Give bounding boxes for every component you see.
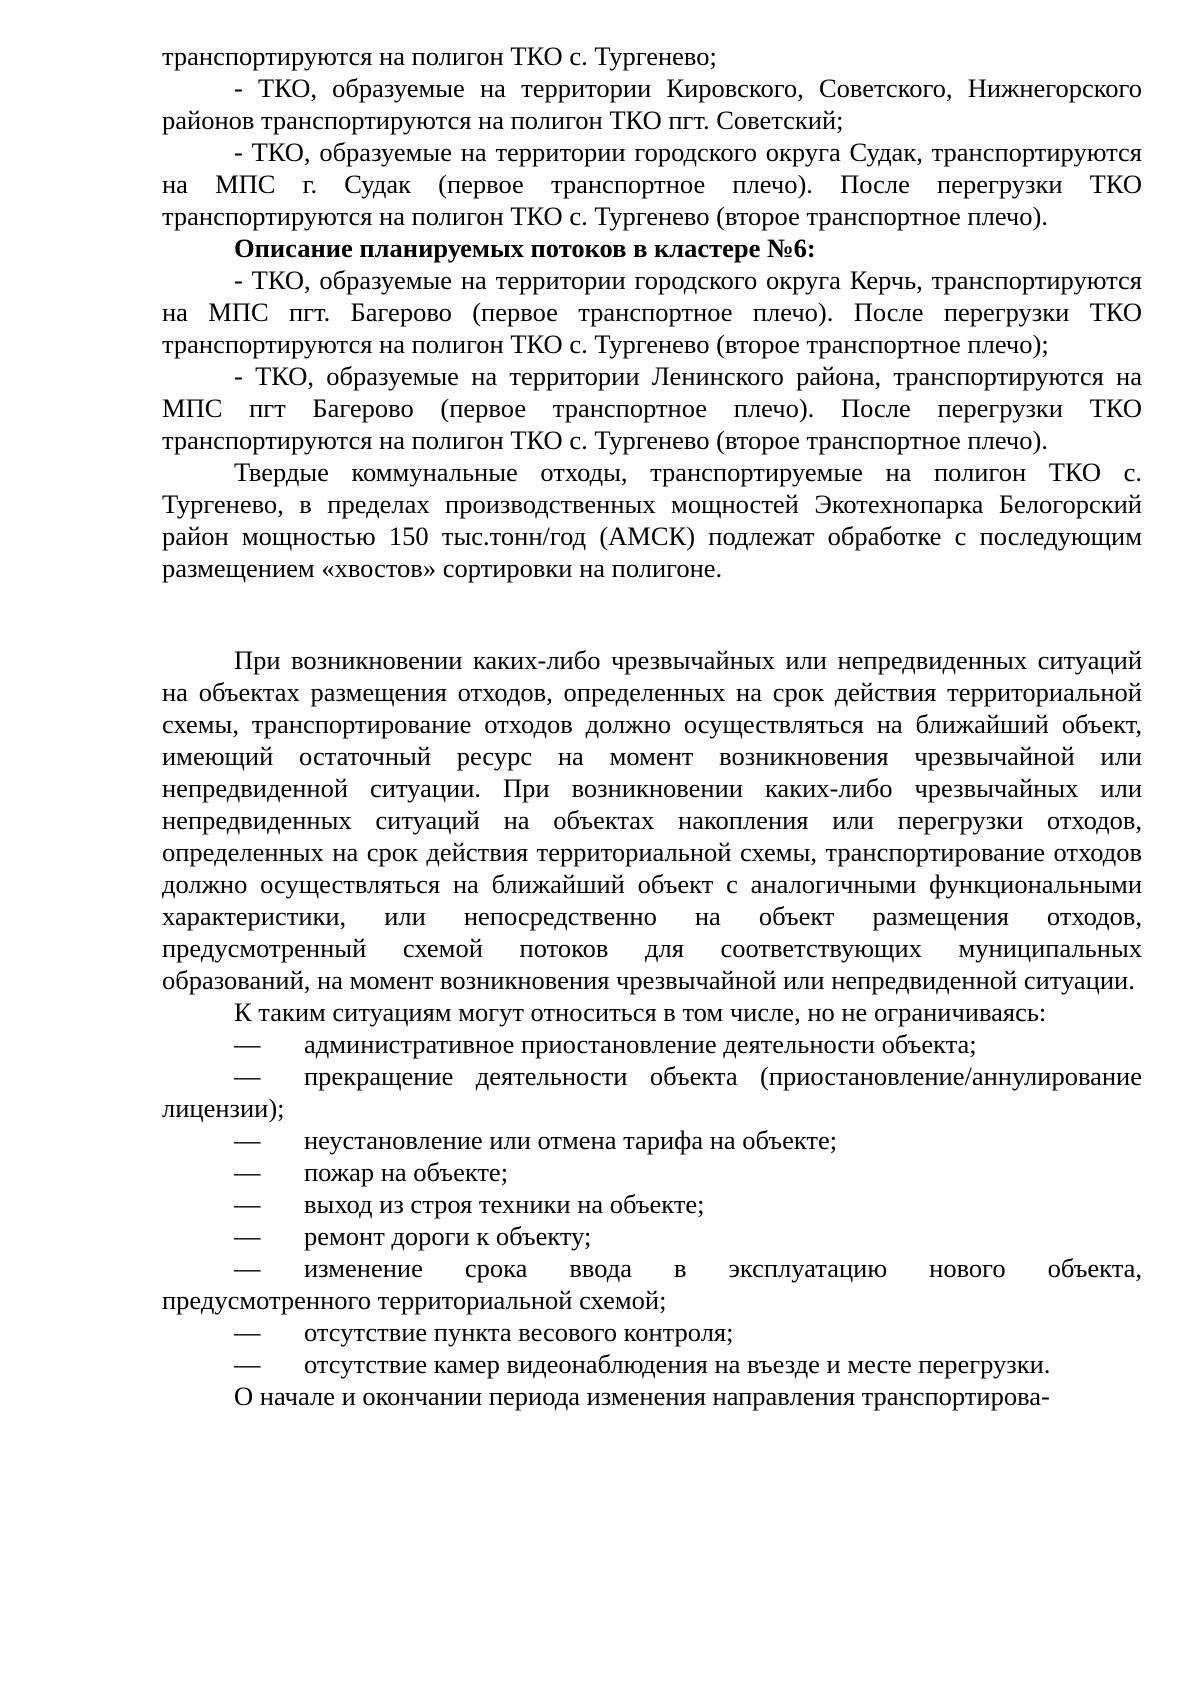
- paragraph-continuation: транспортируются на полигон ТКО с. Тургенево;: [162, 41, 717, 71]
- list-item: [162, 1156, 1142, 1188]
- list-item-text: неустановление или отмена тарифа на объекте;: [304, 1125, 838, 1155]
- dash-bullet: —: [234, 1317, 261, 1347]
- section-heading-cluster-6: Описание планируемых потоков в кластере №6:: [234, 233, 816, 263]
- list-item-text: выход из строя техники на объекте;: [304, 1189, 705, 1219]
- list-item: [162, 1348, 1142, 1380]
- list-item: [162, 1188, 1142, 1220]
- dash-bullet: —: [234, 1349, 261, 1379]
- list-item: [162, 1252, 1142, 1316]
- paragraph-gap: [162, 584, 1142, 644]
- paragraph-kerch: - ТКО, образуемые на территории городского округа Керчь, транспортируются на МПС пгт. Багерово (первое транспортное плечо). После перегрузки ТКО транспортируются на полигон ТКО с. Тургенево (второе транспортное плечо);: [162, 265, 1142, 359]
- dash-bullet: —: [234, 1157, 261, 1187]
- dash-bullet: —: [234, 1221, 261, 1251]
- list-item: [162, 1124, 1142, 1156]
- paragraph-emergency: При возникновении каких-либо чрезвычайных или непредвиденных ситуаций на объектах размещения отходов, определенных на срок действия территориальной схемы, транспортирование отходов должно осуществляться на ближайший объект, имеющий остаточный ресурс на момент возникновения чрезвычайной или непредвиденной ситуации. При возникновении каких-либо чрезвычайных или непредвиденных ситуаций на объектах накопления или перегрузки отходов, определенных на срок действия территориальной схемы, транспортирование отходов должно осуществляться на ближайший объект с аналогичными функциональными характеристики, или непосредственно на объект размещения отходов, предусмотренный схемой потоков для соответствующих муниципальных образований, на момент возникновения чрезвычайной или непредвиденной ситуации.: [162, 645, 1142, 995]
- list-item-text: ремонт дороги к объекту;: [304, 1221, 592, 1251]
- paragraph-final-fragment: О начале и окончании периода изменения направления транспортирова-: [234, 1381, 1050, 1411]
- situations-list: [162, 1028, 1142, 1380]
- dash-bullet: —: [234, 1189, 261, 1219]
- list-item-text: отсутствие пункта весового контроля;: [304, 1317, 734, 1347]
- list-item: [162, 1220, 1142, 1252]
- paragraph-leninsky: - ТКО, образуемые на территории Ленинского района, транспортируются на МПС пгт Багерово (первое транспортное плечо). После перегрузки ТКО транспортируются на полигон ТКО с. Тургенево (второе транспортное плечо).: [162, 361, 1142, 455]
- paragraph-sudak: - ТКО, образуемые на территории городского округа Судак, транспортируются на МПС г. Судак (первое транспортное плечо). После перегрузки ТКО транспортируются на полигон ТКО с. Тургенево (второе транспортное плечо).: [162, 137, 1142, 231]
- list-item-text: прекращение деятельности объекта (приостановление/аннулирование лицензии);: [162, 1061, 1142, 1123]
- list-item: [162, 1060, 1142, 1124]
- list-item: [162, 1028, 1142, 1060]
- paragraph-solid-waste: Твердые коммунальные отходы, транспортируемые на полигон ТКО с. Тургенево, в пределах производственных мощностей Экотехнопарка Белогорский район мощностью 150 тыс.тонн/год (АМСК) подлежат обработке с последующим размещением «хвостов» сортировки на полигоне.: [162, 457, 1142, 583]
- dash-bullet: —: [234, 1061, 261, 1091]
- list-item-text: пожар на объекте;: [304, 1157, 509, 1187]
- paragraph-kirovsky: - ТКО, образуемые на территории Кировского, Советского, Нижнегорского районов транспортируются на полигон ТКО пгт. Советский;: [162, 73, 1142, 135]
- dash-bullet: —: [234, 1029, 261, 1059]
- dash-bullet: —: [234, 1125, 261, 1155]
- dash-bullet: —: [234, 1253, 261, 1283]
- list-item-text: изменение срока ввода в эксплуатацию нового объекта, предусмотренного территориальной схемой;: [162, 1253, 1142, 1315]
- list-item-text: отсутствие камер видеонаблюдения на въезде и месте перегрузки.: [304, 1349, 1051, 1379]
- paragraph-situations-intro: К таким ситуациям могут относиться в том числе, но не ограничиваясь:: [234, 997, 1047, 1027]
- list-item: [162, 1316, 1142, 1348]
- list-item-text: административное приостановление деятельности объекта;: [304, 1029, 977, 1059]
